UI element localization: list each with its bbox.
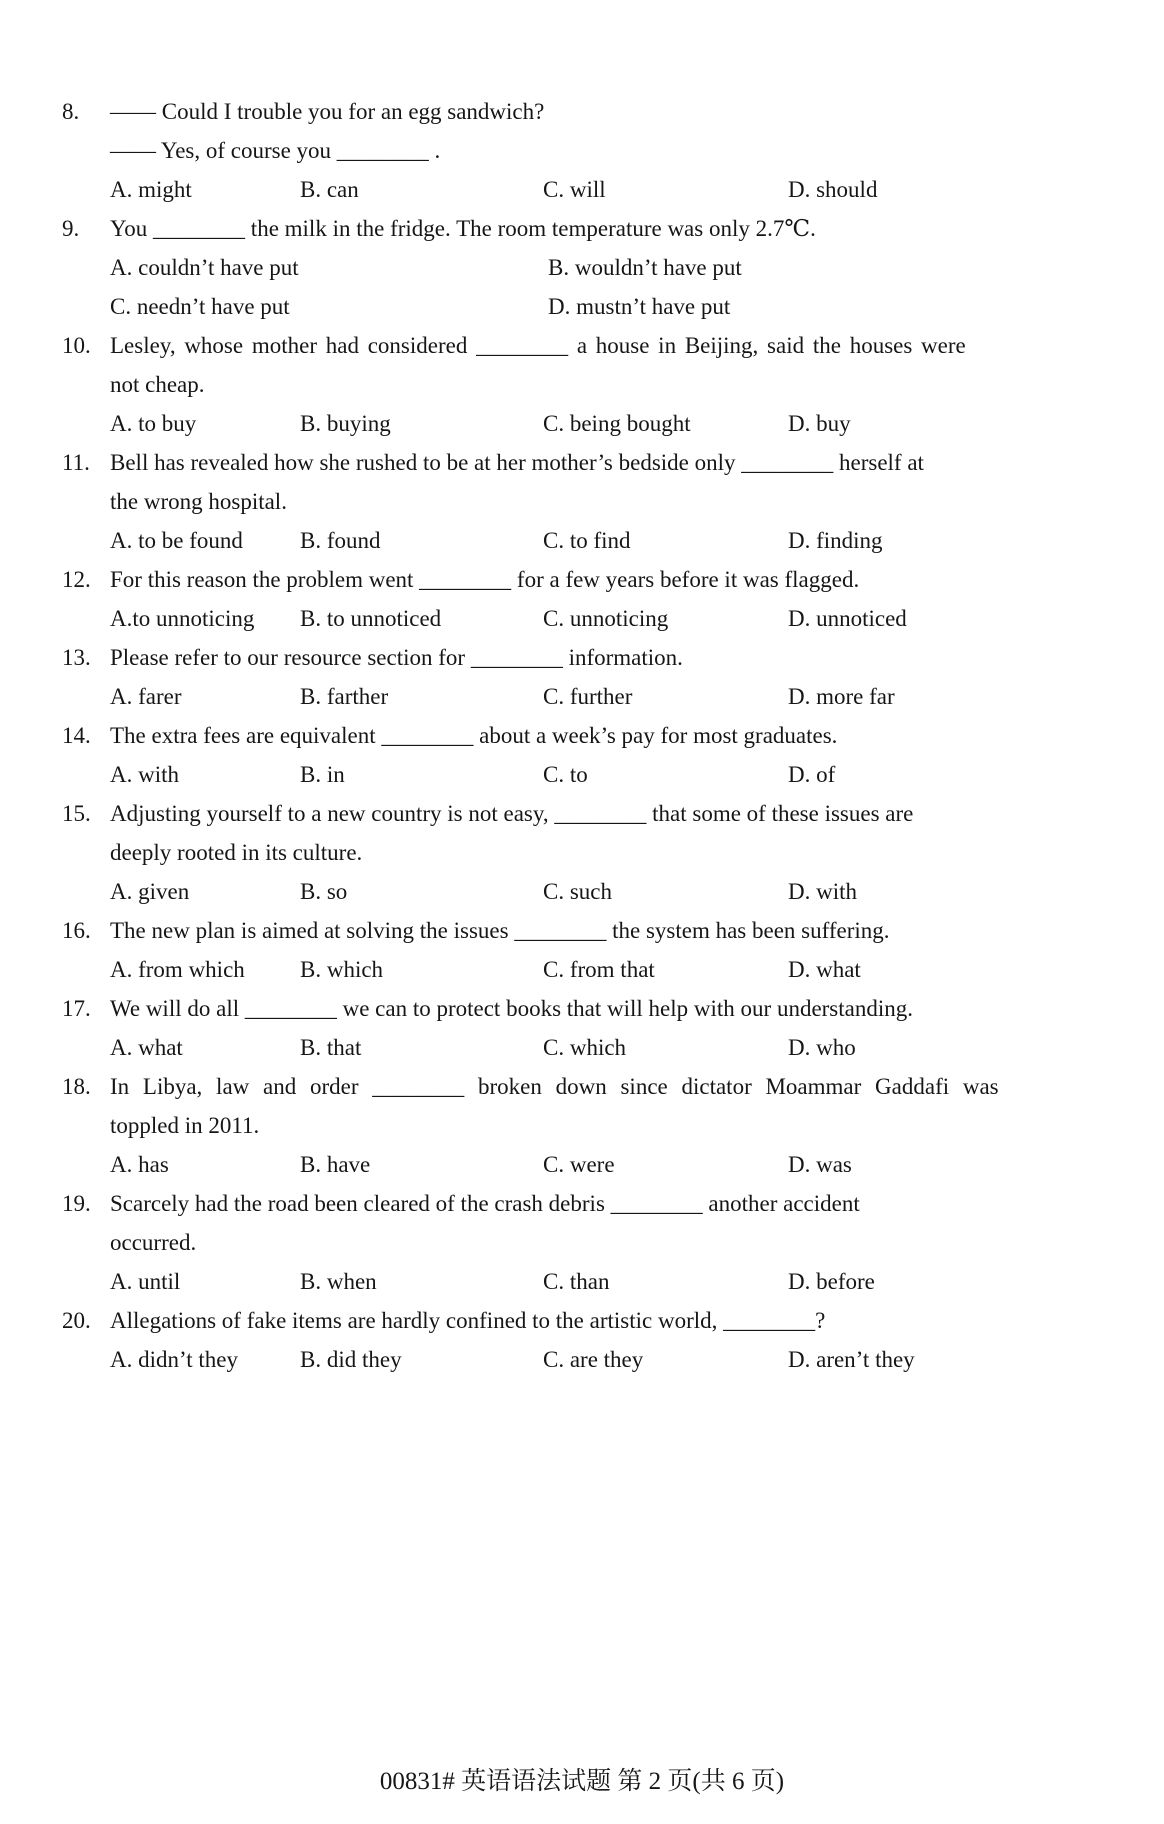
question-number: 16. [62, 918, 91, 943]
option-d: D. before [788, 1269, 875, 1294]
options-row [110, 1145, 1106, 1184]
option-a: A. farer [110, 684, 182, 709]
options-row [110, 872, 1106, 911]
question-11 [62, 443, 1106, 560]
question-17 [62, 989, 1106, 1067]
question-line: The new plan is aimed at solving the issues ________ the system has been suffering. [110, 918, 890, 943]
question-18 [62, 1067, 1106, 1184]
option-a: A. to buy [110, 411, 197, 436]
option-d: D. mustn’t have put [548, 294, 731, 319]
option-a: A. with [110, 762, 179, 787]
question-list [62, 0, 1106, 1379]
question-line: Scarcely had the road been cleared of the crash debris ________ another accident [110, 1191, 860, 1216]
question-line: The extra fees are equivalent ________ about a week’s pay for most graduates. [110, 723, 838, 748]
options-row [110, 1262, 1106, 1301]
option-a: A.to unnoticing [110, 606, 255, 631]
question-9 [62, 209, 1106, 326]
question-number: 13. [62, 645, 91, 670]
option-b: B. found [300, 528, 381, 553]
option-b: B. that [300, 1035, 362, 1060]
options-grid [110, 248, 1106, 326]
question-number: 11. [62, 450, 90, 475]
question-number: 19. [62, 1191, 91, 1216]
question-line: not cheap. [110, 372, 205, 397]
question-line: —— Yes, of course you ________ . [110, 138, 441, 163]
question-line: Adjusting yourself to a new country is not easy, ________ that some of these issues are [110, 801, 914, 826]
question-line: You ________ the milk in the fridge. The room temperature was only 2.7℃. [110, 216, 816, 241]
option-d: D. should [788, 177, 878, 202]
option-d: D. was [788, 1152, 852, 1177]
option-b: B. have [300, 1152, 371, 1177]
options-row [110, 170, 1106, 209]
options-row [110, 1340, 1106, 1379]
option-a: A. from which [110, 957, 245, 982]
options-row [110, 677, 1106, 716]
question-number: 17. [62, 996, 91, 1021]
question-line: For this reason the problem went ________ for a few years before it was flagged. [110, 567, 860, 592]
question-14 [62, 716, 1106, 794]
option-c: C. will [543, 177, 606, 202]
option-c: C. are they [543, 1347, 644, 1372]
question-line: occurred. [110, 1230, 197, 1255]
option-d: D. more far [788, 684, 895, 709]
options-row [110, 950, 1106, 989]
option-b: B. wouldn’t have put [548, 255, 742, 280]
option-c: C. further [543, 684, 633, 709]
option-b: B. did they [300, 1347, 402, 1372]
question-16 [62, 911, 1106, 989]
question-15 [62, 794, 1106, 911]
question-line: —— Could I trouble you for an egg sandwich? [110, 99, 545, 124]
option-c: C. being bought [543, 411, 691, 436]
question-line: We will do all ________ we can to protect books that will help with our understanding. [110, 996, 914, 1021]
options-row [110, 755, 1106, 794]
options-row [110, 404, 1106, 443]
question-number: 12. [62, 567, 91, 592]
question-line: Bell has revealed how she rushed to be at her mother’s bedside only ________ herself at [110, 450, 924, 475]
option-a: A. what [110, 1035, 183, 1060]
question-line: the wrong hospital. [110, 489, 287, 514]
option-d: D. of [788, 762, 836, 787]
option-d: D. with [788, 879, 857, 904]
question-number: 15. [62, 801, 91, 826]
option-b: B. to unnoticed [300, 606, 442, 631]
question-number: 10. [62, 333, 91, 358]
option-d: D. who [788, 1035, 856, 1060]
question-10 [62, 326, 1106, 443]
options-row [110, 599, 1106, 638]
option-c: C. than [543, 1269, 610, 1294]
option-d: D. what [788, 957, 861, 982]
question-19 [62, 1184, 1106, 1301]
option-b: B. which [300, 957, 384, 982]
question-20 [62, 1301, 1106, 1379]
option-c: C. unnoticing [543, 606, 669, 631]
option-b: B. farther [300, 684, 389, 709]
question-line: deeply rooted in its culture. [110, 840, 363, 865]
option-c: C. such [543, 879, 612, 904]
question-number: 14. [62, 723, 91, 748]
option-b: B. when [300, 1269, 377, 1294]
option-c: C. from that [543, 957, 655, 982]
option-a: A. until [110, 1269, 181, 1294]
options-row [110, 1028, 1106, 1067]
question-13 [62, 638, 1106, 716]
option-c: C. to [543, 762, 588, 787]
page-footer: 00831# 英语语法试题 第 2 页(共 6 页) [379, 1768, 785, 1795]
question-line: Allegations of fake items are hardly confined to the artistic world, ________? [110, 1308, 826, 1333]
options-row [110, 521, 1106, 560]
option-c: C. needn’t have put [110, 294, 290, 319]
question-line: Please refer to our resource section for ________ information. [110, 645, 683, 670]
option-b: B. buying [300, 411, 391, 436]
option-a: A. to be found [110, 528, 243, 553]
question-number: 8. [62, 99, 80, 124]
option-b: B. in [300, 762, 345, 787]
question-number: 20. [62, 1308, 91, 1333]
option-d: D. finding [788, 528, 883, 553]
question-number: 9. [62, 216, 80, 241]
question-line: Lesley, whose mother had considered ________ a house in Beijing, said the houses were [110, 333, 966, 358]
option-c: C. to find [543, 528, 631, 553]
option-a: A. given [110, 879, 190, 904]
option-d: D. buy [788, 411, 851, 436]
option-b: B. so [300, 879, 348, 904]
option-b: B. can [300, 177, 359, 202]
option-a: A. has [110, 1152, 169, 1177]
option-a: A. didn’t they [110, 1347, 238, 1372]
option-d: D. unnoticed [788, 606, 907, 631]
question-line: In Libya, law and order ________ broken down since dictator Moammar Gaddafi was [110, 1074, 999, 1099]
question-8 [62, 92, 1106, 209]
option-c: C. which [543, 1035, 627, 1060]
question-line: toppled in 2011. [110, 1113, 260, 1138]
question-number: 18. [62, 1074, 91, 1099]
question-12 [62, 560, 1106, 638]
option-a: A. might [110, 177, 192, 202]
option-a: A. couldn’t have put [110, 255, 299, 280]
option-c: C. were [543, 1152, 615, 1177]
option-d: D. aren’t they [788, 1347, 915, 1372]
